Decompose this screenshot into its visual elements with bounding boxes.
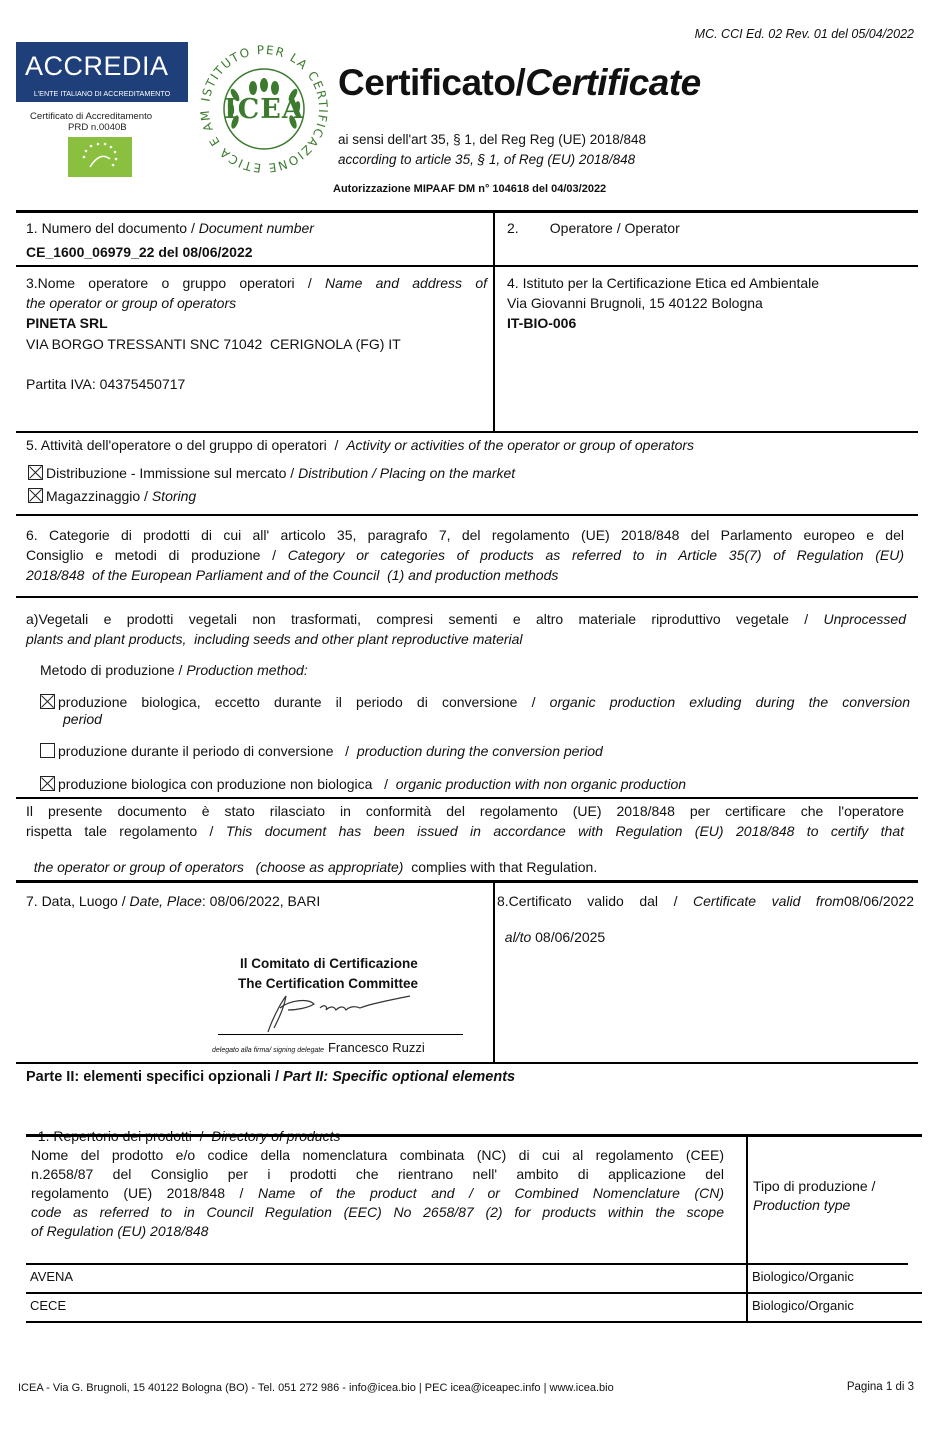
- icea-logo: [195, 40, 333, 178]
- accredia-name: ACCREDIA: [25, 51, 169, 81]
- operator-section-label: 2. Operatore / Operator: [507, 220, 680, 236]
- statement-line2-en: This document has been issued in accordance with Regulation (EU) 2018/848 to certify that: [225, 823, 904, 839]
- date-place-label-en: Date, Place: [129, 893, 202, 909]
- activity-storing-checkbox[interactable]: [28, 488, 43, 503]
- activity-distribution-label-it: Distribuzione - Immissione sul mercato /: [46, 465, 299, 481]
- production-type-header-it: Tipo di produzione /: [753, 1178, 876, 1194]
- product-table-header-bottom: [26, 1263, 908, 1265]
- method-in-conversion: [40, 743, 603, 759]
- accredia-tagline: L'ENTE ITALIANO DI ACCREDITAMENTO: [33, 89, 171, 98]
- method-organic-excluding-label-en-cont: period: [63, 711, 102, 727]
- category-a-line2: plants and plant products, including seeds and other plant reproductive material: [26, 631, 523, 647]
- method-organic-with-non-organic-label-en: organic production with non organic production: [395, 776, 687, 792]
- date-place-label-it: 7. Data, Luogo /: [26, 893, 130, 909]
- statement-line2: [26, 823, 904, 839]
- form-reference: MC. CCI Ed. 02 Rev. 01 del 05/04/2022: [694, 27, 914, 41]
- rule-row5: [16, 797, 918, 799]
- product-table-col: [746, 1136, 748, 1323]
- part2-title-en: Part II: Specific optional elements: [283, 1069, 516, 1085]
- accredia-cert-line1: Certificato di Accreditamento: [30, 111, 153, 122]
- signing-delegate-label: delegato alla firma/ signing delegate: [212, 1047, 325, 1054]
- production-type: Biologico/Organic: [752, 1269, 854, 1284]
- activity-storing-label-en: Storing: [151, 488, 197, 504]
- production-method-label-it: Metodo di produzione /: [40, 662, 187, 678]
- document-number-label-it: 1. Numero del documento /: [26, 220, 199, 236]
- categories-line2: [26, 547, 904, 563]
- activity-storing-label-it: Magazzinaggio /: [46, 488, 152, 504]
- accredia-cert-line2: PRD n.0040B: [68, 122, 127, 133]
- statement-line3-en: the operator or group of operators (choose as appropriate): [33, 859, 404, 875]
- validity-to-date: 08/06/2025: [531, 929, 606, 945]
- production-type: Biologico/Organic: [752, 1298, 854, 1313]
- method-in-conversion-label-en: production during the conversion period: [356, 743, 603, 759]
- document-number-label-en: Document number: [198, 220, 314, 236]
- icea-ring-text: ISTITUTO PER LA CERTIFICAZIONE ETICA E AM: [197, 42, 331, 176]
- statement-line1: Il presente documento è stato rilasciato in conformità del regolamento (UE) 2018/848 per certificare che l'operatore: [26, 803, 904, 819]
- operator-name-label-it: 3.Nome operatore o gruppo operatori /: [26, 275, 326, 291]
- product-header-line2: n.2658/87 del Consiglio per i prodotti che rientrano nell' ambito di applicazione del: [31, 1166, 724, 1182]
- statement-line2-it: rispetta tale regolamento /: [26, 823, 226, 839]
- accredia-logo: [16, 42, 188, 178]
- method-organic-excluding-checkbox[interactable]: [40, 694, 55, 709]
- rule-row4: [16, 596, 918, 598]
- rule-col-top: [493, 212, 495, 432]
- product-table-row2-bottom: [26, 1321, 922, 1323]
- control-body-address: Via Giovanni Brugnoli, 15 40122 Bologna: [507, 295, 763, 311]
- production-method-label-en: Production method:: [186, 662, 308, 678]
- category-a-line1-it: a)Vegetali e prodotti vegetali non trasformati, compresi sementi e altro materiale riproduttivo vegetale /: [26, 611, 824, 627]
- product-header-line5: of Regulation (EU) 2018/848: [31, 1223, 209, 1239]
- rule-row6: [16, 880, 918, 883]
- activity-distribution-checkbox[interactable]: [28, 465, 43, 480]
- signature-line: [218, 1034, 463, 1035]
- rule-row3: [16, 514, 918, 516]
- validity-label-en: Certificate valid from: [693, 893, 844, 909]
- method-organic-with-non-organic-label-it: produzione biologica con produzione non biologica /: [58, 776, 396, 792]
- activities-label-it: 5. Attività dell'operatore o del gruppo di operatori /: [26, 437, 347, 453]
- activity-distribution-label-en: Distribution / Placing on the market: [298, 465, 516, 481]
- production-type-header-en: Production type: [753, 1197, 851, 1213]
- rule-col-bottom: [493, 882, 495, 1064]
- icea-name: ICEA: [224, 94, 304, 125]
- operator-name-label-line2: the operator or group of operators: [26, 295, 237, 311]
- product-header-line3: [31, 1185, 724, 1201]
- committee-en: The Certification Committee: [238, 976, 419, 991]
- directory-label: [30, 1112, 341, 1144]
- rule-row1: [16, 265, 918, 267]
- category-a-line1: [26, 611, 906, 627]
- method-in-conversion-label-it: produzione durante il periodo di conversione /: [58, 743, 357, 759]
- signing-delegate-name: Francesco Ruzzi: [327, 1040, 425, 1055]
- activities-label: [26, 437, 694, 453]
- operator-name-label-line1: [26, 275, 487, 291]
- eu-organic-leaf-icon: [68, 137, 132, 177]
- page-number: Pagina 1 di 3: [846, 1381, 914, 1393]
- product-header-line1: Nome del prodotto e/o codice della nomenclatura combinata (NC) di cui al regolamento (CEE): [31, 1147, 724, 1163]
- rule-row7: [16, 1062, 918, 1064]
- product-header-line3-it: regolamento (UE) 2018/848 /: [31, 1185, 258, 1201]
- product-table-row1-bottom: [26, 1292, 922, 1294]
- rule-row2: [16, 431, 918, 433]
- operator-vat: Partita IVA: 04375450717: [26, 376, 186, 392]
- legal-basis-en: according to article 35, § 1, of Reg (EU) 2018/848: [338, 152, 636, 167]
- activities-label-en: Activity or activities of the operator or group of operators: [346, 437, 695, 453]
- product-table-header-right: [753, 1178, 875, 1213]
- validity-line2: [497, 913, 605, 945]
- signature-image: [250, 990, 430, 1038]
- authorization-line: Autorizzazione MIPAAF DM n° 104618 del 04/03/2022: [333, 183, 607, 195]
- control-body-code: IT-BIO-006: [507, 315, 577, 331]
- operator-name-label-en: Name and address of: [325, 275, 487, 291]
- method-organic-excluding-conversion: [40, 694, 910, 727]
- activity-storing: [28, 488, 196, 504]
- signing-delegate: [212, 1039, 425, 1055]
- categories-line1: 6. Categorie di prodotti di cui all' articolo 35, paragrafo 7, del regolamento (UE) 2018/848 del Parlamento europeo e del: [26, 527, 904, 543]
- category-a-line1-en: Unprocessed: [823, 611, 906, 627]
- validity-from-date: 08/06/2022: [843, 893, 915, 909]
- categories-line2-it: Consiglio e metodi di produzione /: [26, 547, 288, 563]
- product-name: CECE: [30, 1298, 67, 1313]
- validity-line1: [497, 893, 914, 909]
- control-body-name: 4. Istituto per la Certificazione Etica ed Ambientale: [507, 275, 820, 291]
- method-organic-excluding-label-it: produzione biologica, eccetto durante il periodo di conversione /: [58, 694, 550, 710]
- statement-line3-tail: complies with that Regulation.: [403, 859, 598, 875]
- categories-line3: 2018/848 of the European Parliament and of the Council (1) and production methods: [26, 567, 559, 583]
- validity-to-label: al/to: [504, 929, 532, 945]
- rule-top: [16, 210, 918, 213]
- product-name: AVENA: [30, 1269, 74, 1284]
- certificate-title: [338, 62, 701, 104]
- date-place-value: : 08/06/2022, BARI: [201, 893, 321, 909]
- production-method-label: [40, 662, 308, 678]
- committee-it: Il Comitato di Certificazione: [240, 956, 418, 971]
- date-place: [26, 893, 320, 909]
- operator-name: PINETA SRL: [26, 315, 108, 331]
- validity-label-it: 8.Certificato valido dal /: [497, 893, 694, 909]
- certificate-title-en: Certificate: [525, 62, 701, 103]
- operator-address: VIA BORGO TRESSANTI SNC 71042 CERIGNOLA (FG) IT: [26, 336, 401, 352]
- product-header-line3-en: Name of the product and / or Combined Nomenclature (CN): [257, 1185, 724, 1201]
- product-table-header-left: [31, 1147, 724, 1239]
- document-number-label: [26, 220, 314, 236]
- method-in-conversion-checkbox[interactable]: [40, 743, 55, 758]
- method-organic-excluding-label-en: organic production exluding during the conversion: [549, 694, 910, 710]
- method-organic-with-non-organic-checkbox[interactable]: [40, 776, 55, 791]
- product-header-line4: code as referred to in Council Regulation (EEC) No 2658/87 (2) for products within the scope: [31, 1204, 724, 1220]
- categories-line2-en: Category or categories of products as referred to in Article 35(7) of Regulation (EU): [287, 547, 904, 563]
- document-number-value: CE_1600_06979_22 del 08/06/2022: [26, 244, 253, 260]
- part2-title: [26, 1069, 515, 1085]
- method-organic-with-non-organic: [40, 776, 686, 792]
- legal-basis-it: ai sensi dell'art 35, § 1, del Reg Reg (UE) 2018/848: [338, 132, 647, 147]
- activity-distribution: [28, 465, 515, 481]
- statement-line3: [26, 843, 597, 875]
- part2-title-it: Parte II: elementi specifici opzionali /: [26, 1069, 284, 1085]
- certificate-title-it: Certificato/: [338, 62, 526, 103]
- product-table-top: [26, 1134, 922, 1137]
- footer-contact: ICEA - Via G. Brugnoli, 15 40122 Bologna (BO) - Tel. 051 272 986 - info@icea.bio | PEC icea@iceapec.info | www.icea.bio: [18, 1382, 614, 1394]
